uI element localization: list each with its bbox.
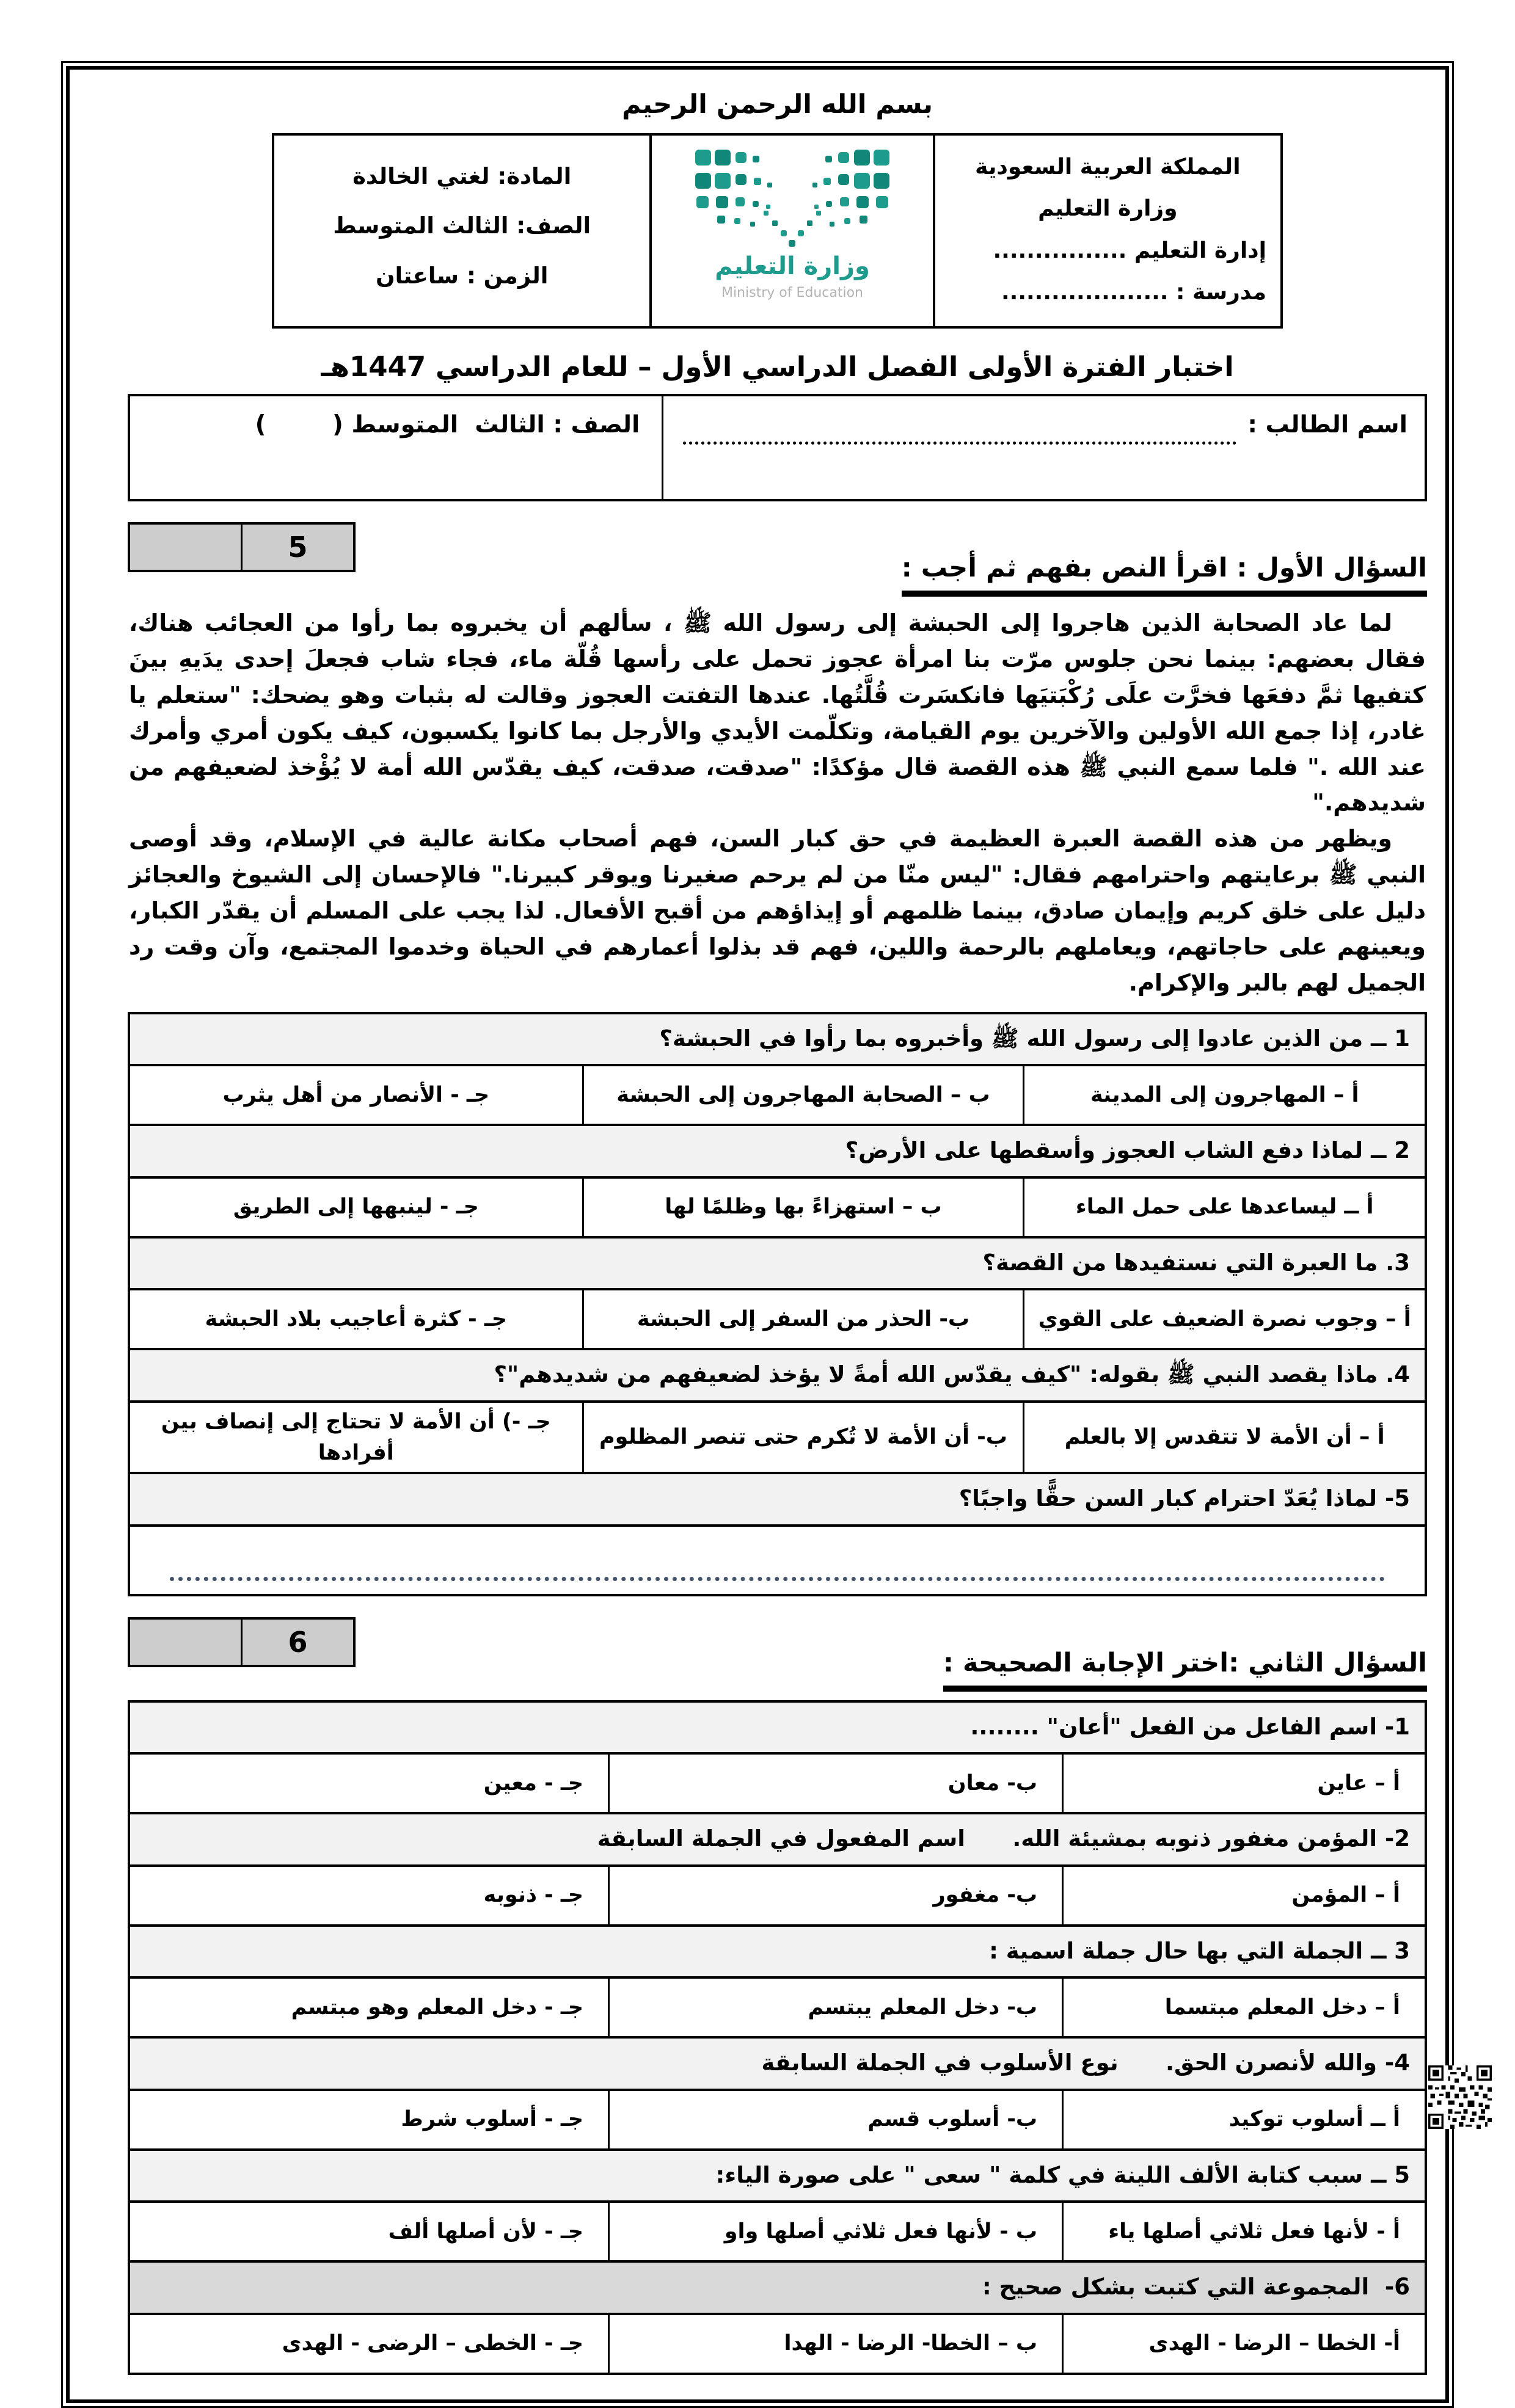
s2-q2-option-a: أ – المؤمن <box>1063 1866 1426 1926</box>
s2-q3-option-c: جـ - دخل المعلم وهو مبتسم <box>129 1977 609 2037</box>
section2-questions-table <box>128 1700 1427 2375</box>
s2-q5-option-a: أ - لأنها فعل ثلاثي أصلها ياء <box>1063 2202 1426 2261</box>
kingdom-name: المملكة العربية السعودية <box>975 155 1241 180</box>
subject-line: المادة: لغتي الخالدة <box>352 163 572 189</box>
s1-q4-option-b: ب- أن الأمة لا تُكرم حتى تنصر المظلوم <box>583 1402 1024 1474</box>
s2-question-2-row <box>129 1813 1426 1866</box>
student-name-label: اسم الطالب : <box>1247 411 1407 438</box>
section2-score-empty-cell <box>130 1620 243 1665</box>
s2-q1-option-a: أ – عاين <box>1063 1753 1426 1813</box>
s1-question-1-text: 1 ــ من الذين عادوا إلى رسول الله ﷺ وأخبروه بما رأوا في الحبشة؟ <box>129 1013 1426 1066</box>
s2-question-4-text: 4- والله لأنصرن الحق. نوع الأسلوب في الجملة السابقة <box>129 2037 1426 2090</box>
student-name-cell <box>662 396 1425 499</box>
s1-q1-option-a: أ – المهاجرون إلى المدينة <box>1024 1065 1426 1125</box>
header-logo-cell <box>651 134 933 327</box>
s2-q4-option-a: أ ــ أسلوب توكيد <box>1063 2090 1426 2150</box>
s1-question-3-text: 3. ما العبرة التي نستفيدها من القصة؟ <box>129 1237 1426 1290</box>
s1-question-2-options <box>129 1177 1426 1237</box>
section2-score-value: 6 <box>288 1625 308 1659</box>
header-exam-info-cell <box>273 134 651 327</box>
ministry-name: وزارة التعليم <box>1038 196 1178 222</box>
s2-question-2-options <box>129 1866 1426 1926</box>
s1-question-1-options <box>129 1065 1426 1125</box>
s2-question-3-text: 3 ــ الجملة التي بها حال جملة اسمية : <box>129 1926 1426 1978</box>
s1-q1-option-b: ب – الصحابة المهاجرون إلى الحبشة <box>583 1065 1024 1125</box>
section1-score-value: 5 <box>288 531 308 564</box>
section1-score-box <box>128 522 356 572</box>
exam-title: اختبار الفترة الأولى الفصل الدراسي الأول – للعام الدراسي 1447هـ <box>321 351 1234 383</box>
s2-q3-option-b: ب- دخل المعلم يبتسم <box>609 1977 1063 2037</box>
edu-admin-line: إدارة التعليم ................ <box>993 238 1266 263</box>
student-class-cell: الصف : الثالث المتوسط ( ) <box>255 411 640 438</box>
s2-q1-option-b: ب- معان <box>609 1753 1063 1813</box>
qr-code <box>1428 2065 1492 2129</box>
school-line: مدرسة : .................... <box>1001 280 1266 305</box>
s2-q3-option-a: أ – دخل المعلم مبتسما <box>1063 1977 1426 2037</box>
passage-paragraph-1: لما عاد الصحابة الذين هاجروا إلى الحبشة إلى رسول الله ﷺ ، سألهم أن يخبروه بما رأوا من العجائب هناك، فقال بعضهم: بينما نحن جلوس مرّت بنا امرأة عجوز تحمل على رأسها قُلّة ماء، فجاء شاب فجعلَ إحدى يدَيهِ بينَ كتفيها ثمَّ دفعَها فخرَّت علَى رُكْبَتيَها فانكسَرت قُلَّتُها. عندها التفتت العجوز وقالت له بثبات وهو يضحك: "ستعلم يا غادر، إذا جمع الله الأولين والآخرين يوم القيامة، وتكلّمت الأيدي والأرجل بما كانوا يكسبون، كيف يكون أمري وأمرك عند الله ." فلما سمع النبي ﷺ هذه القصة قال مؤكدًا: "صدقت، صدقت، كيف يقدّس الله أمة لا يُؤْخذ لضعيفهم من شديدهم." <box>129 609 1426 817</box>
section2-title: السؤال الثاني :اختر الإجابة الصحيحة : <box>943 1648 1427 1692</box>
answer-dotted-line <box>170 1577 1385 1581</box>
page-frame <box>61 61 1454 2408</box>
s2-q6-option-b: ب – الخطا- الرضا - الهدا <box>609 2314 1063 2374</box>
s2-q4-option-b: ب- أسلوب قسم <box>609 2090 1063 2150</box>
s2-q2-option-b: ب- مغفور <box>609 1866 1063 1926</box>
s1-question-5-row <box>129 1473 1426 1526</box>
page-frame-inner <box>66 66 1449 2403</box>
s1-question-5-answer-row <box>129 1526 1426 1595</box>
s2-question-5-row <box>129 2150 1426 2202</box>
s1-question-4-text: 4. ماذا يقصد النبي ﷺ بقوله: "كيف يقدّس الله أمةً لا يؤخذ لضعيفهم من شديدهم"؟ <box>129 1349 1426 1402</box>
section1-title: السؤال الأول : اقرأ النص بفهم ثم أجب : <box>902 553 1427 597</box>
s2-q5-option-c: جـ - لأن أصلها ألف <box>129 2202 609 2261</box>
s2-q4-option-c: جـ - أسلوب شرط <box>129 2090 609 2150</box>
s1-question-2-row <box>129 1125 1426 1177</box>
s1-question-5-text: 5- لماذا يُعَدّ احترام كبار السن حقًّا واجبًا؟ <box>129 1473 1426 1526</box>
s1-q3-option-b: ب- الحذر من السفر إلى الحبشة <box>583 1289 1024 1349</box>
s2-question-5-text: 5 ــ سبب كتابة الألف اللينة في كلمة " سعى " على صورة الياء: <box>129 2150 1426 2202</box>
s1-question-4-options <box>129 1402 1426 1474</box>
logo-subtitle: Ministry of Education <box>721 285 864 300</box>
s2-question-3-options <box>129 1977 1426 2037</box>
s1-q4-option-c: جـ -) أن الأمة لا تحتاج إلى إنصاف بين أفرادها <box>129 1402 583 1474</box>
section2-header-row <box>128 1612 1427 1692</box>
logo-wordmark: وزارة التعليم <box>715 252 870 280</box>
s2-question-6-options <box>129 2314 1426 2374</box>
s2-question-1-options <box>129 1753 1426 1813</box>
ministry-of-education-logo-icon <box>692 147 893 250</box>
s2-question-1-row <box>129 1701 1426 1754</box>
s2-question-6-row <box>129 2261 1426 2314</box>
reading-passage <box>129 605 1426 1001</box>
passage-paragraph-2: ويظهر من هذه القصة العبرة العظيمة في حق كبار السن، فهم أصحاب مكانة عالية في الإسلام، وقد أوصى النبي ﷺ برعايتهم واحترامهم فقال: "ليس منّا من لم يرحم صغيرنا ويوقر كبيرنا." فالإحسان إلى الشيوخ والعجائز دليل على خلق كريم وإيمان صادق، بينما ظلمهم أو إيذاؤهم من أقبح الأفعال. لذا يجب على المسلم أن يقدّر الكبار، ويعينهم على حاجاتهم، ويعاملهم بالرحمة واللين، فهم قد بذلوا أعمارهم في الحياة وخدموا المجتمع، وآن وقت رد الجميل لهم بالبر والإكرام. <box>129 825 1426 996</box>
student-name-dotted-line <box>683 411 1236 445</box>
section1-score-empty-cell <box>130 525 243 570</box>
section1-questions-table <box>128 1012 1427 1596</box>
s1-question-1-row <box>129 1013 1426 1066</box>
student-info-box <box>128 394 1427 501</box>
section2-score-box <box>128 1617 356 1667</box>
s1-question-3-options <box>129 1289 1426 1349</box>
s1-q3-option-a: أ – وجوب نصرة الضعيف على القوي <box>1024 1289 1426 1349</box>
s1-question-2-text: 2 ــ لماذا دفع الشاب العجوز وأسقطها على الأرض؟ <box>129 1125 1426 1177</box>
s2-question-4-row <box>129 2037 1426 2090</box>
s1-question-3-row <box>129 1237 1426 1290</box>
s1-q5-answer-cell <box>129 1526 1426 1595</box>
s2-q2-option-c: جـ - ذنوبه <box>129 1866 609 1926</box>
s2-question-5-options <box>129 2202 1426 2261</box>
s2-question-3-row <box>129 1926 1426 1978</box>
s2-question-2-text: 2- المؤمن مغفور ذنوبه بمشيئة الله. اسم المفعول في الجملة السابقة <box>129 1813 1426 1866</box>
s1-q2-option-c: جـ - لينبهها إلى الطريق <box>129 1177 583 1237</box>
s2-q6-option-c: جـ - الخطى – الرضى - الهدى <box>129 2314 609 2374</box>
s2-q6-option-a: أ- الخطا – الرضا - الهدى <box>1063 2314 1426 2374</box>
s1-q2-option-b: ب – استهزاءً بها وظلمًا لها <box>583 1177 1024 1237</box>
s1-q2-option-a: أ ــ ليساعدها على حمل الماء <box>1024 1177 1426 1237</box>
s1-q4-option-a: أ – أن الأمة لا تتقدس إلا بالعلم <box>1024 1402 1426 1474</box>
s2-question-4-options <box>129 2090 1426 2150</box>
duration-line: الزمن : ساعتان <box>375 262 549 289</box>
section1-header-row <box>128 517 1427 597</box>
s1-q1-option-c: جـ - الأنصار من أهل يثرب <box>129 1065 583 1125</box>
basmala: بسم الله الرحمن الرحيم <box>621 89 933 120</box>
s1-q3-option-c: جـ - كثرة أعاجيب بلاد الحبشة <box>129 1289 583 1349</box>
header-table <box>272 133 1283 329</box>
s1-question-4-row <box>129 1349 1426 1402</box>
s2-q1-option-c: جـ - معين <box>129 1753 609 1813</box>
grade-line: الصف: الثالث المتوسط <box>333 213 591 239</box>
s2-question-6-text: 6- المجموعة التي كتبت بشكل صحيح : <box>129 2261 1426 2314</box>
s2-q5-option-b: ب - لأنها فعل ثلاثي أصلها واو <box>609 2202 1063 2261</box>
s2-question-1-text: 1- اسم الفاعل من الفعل "أعان" ........ <box>129 1701 1426 1754</box>
header-org-cell <box>934 134 1282 327</box>
